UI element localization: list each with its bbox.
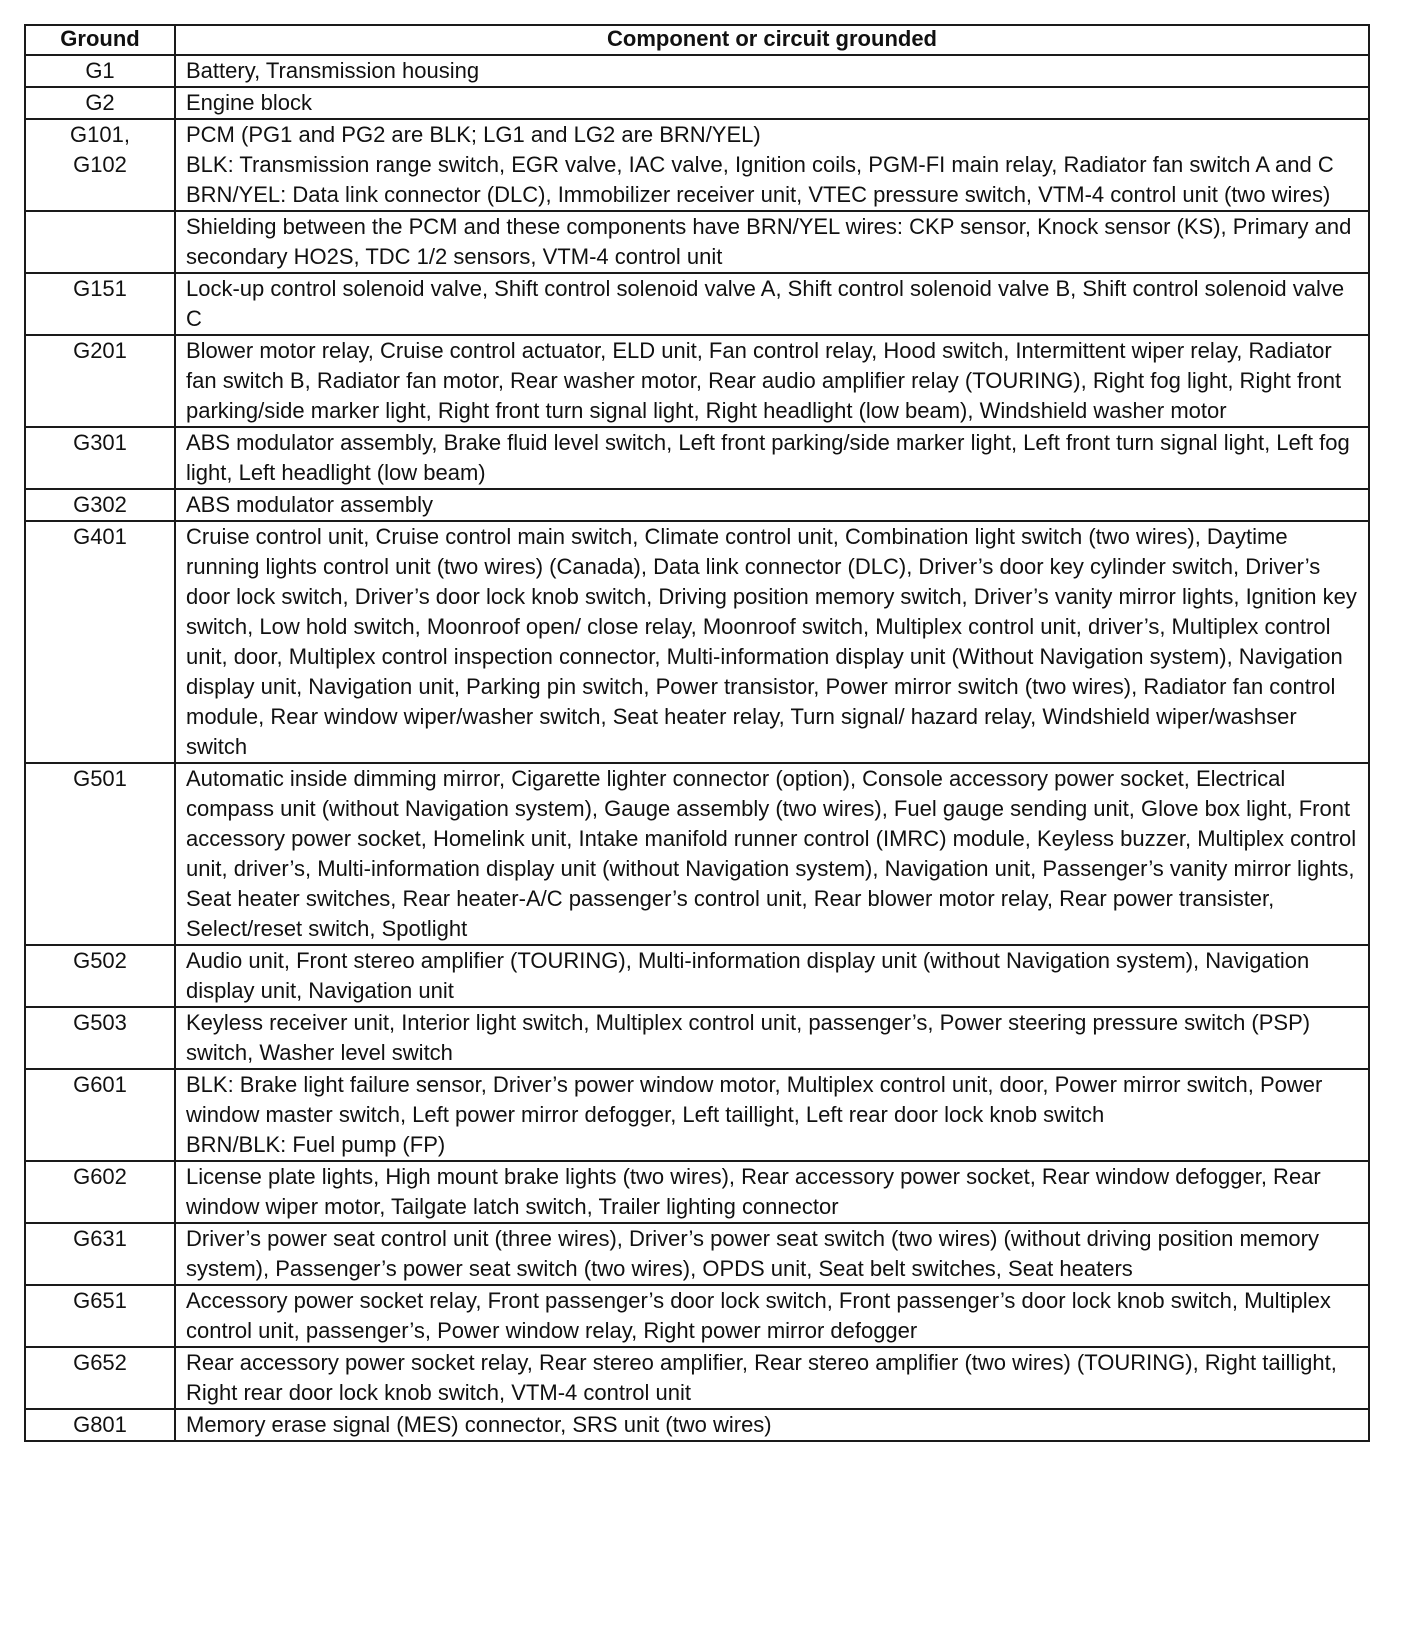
component-text: BLK: Brake light failure sensor, Driver’s power window motor, Multiplex control unit, door, Power mirror switch, Power window master switch, Left power mirror defogger, Left taillight, Left rear door lock knob switch (186, 1072, 1323, 1127)
component-cell (175, 489, 1369, 521)
ground-id: G601 (73, 1072, 127, 1097)
ground-id: G1 (85, 58, 115, 83)
header-ground: Ground (25, 25, 175, 55)
table-row (25, 763, 1369, 945)
ground-id: G301 (73, 430, 127, 455)
ground-id-cell (25, 427, 175, 489)
table-row (25, 1007, 1369, 1069)
table-row (25, 87, 1369, 119)
ground-id: G302 (73, 492, 127, 517)
ground-id-cell (25, 55, 175, 87)
ground-id: G801 (73, 1412, 127, 1437)
component-cell (175, 211, 1369, 273)
component-cell (175, 55, 1369, 87)
component-text: Audio unit, Front stereo amplifier (TOURING), Multi-information display unit (without Navigation system), Navigation display unit, Navigation unit (186, 948, 1310, 1003)
component-cell (175, 273, 1369, 335)
component-cell (175, 119, 1369, 211)
table-row (25, 1347, 1369, 1409)
component-cell (175, 1161, 1369, 1223)
ground-id-cell (25, 273, 175, 335)
ground-id-cell (25, 1069, 175, 1161)
component-text: Keyless receiver unit, Interior light switch, Multiplex control unit, passenger’s, Power steering pressure switch (PSP) switch, Washer level switch (186, 1010, 1311, 1065)
table-row (25, 55, 1369, 87)
ground-id-cell (25, 1347, 175, 1409)
component-cell (175, 427, 1369, 489)
ground-id: G151 (73, 276, 127, 301)
component-text: Automatic inside dimming mirror, Cigarette lighter connector (option), Console accessory power socket, Electrical compass unit (without Navigation system), Gauge assembly (two wires), Fuel gauge sending unit, Glove box light, Front accessory power socket, Homelink unit, Intake manifold runner control (IMRC) module, Keyless buzzer, Multiplex control unit, driver’s, Multi-information display unit (without Navigation system), Navigation unit, Passenger’s vanity mirror lights, Seat heater switches, Rear heater-A/C passenger’s control unit, Rear blower motor relay, Rear power transister, Select/reset switch, Spotlight (186, 766, 1357, 941)
header-row (25, 25, 1369, 55)
table-row (25, 1409, 1369, 1441)
component-cell (175, 945, 1369, 1007)
table-row (25, 1161, 1369, 1223)
ground-id: G502 (73, 948, 127, 973)
component-cell (175, 1409, 1369, 1441)
table-row (25, 521, 1369, 763)
table-row (25, 489, 1369, 521)
ground-id-cell (25, 1007, 175, 1069)
table-row (25, 945, 1369, 1007)
ground-id: G501 (73, 766, 127, 791)
ground-id: G201 (73, 338, 127, 363)
ground-id: G651 (73, 1288, 127, 1313)
component-text: Driver’s power seat control unit (three wires), Driver’s power seat switch (two wires) (without driving position memory system), Passenger’s power seat switch (two wires), OPDS unit, Seat belt switches, Seat heaters (186, 1226, 1319, 1281)
table-body (25, 55, 1369, 1441)
component-text: License plate lights, High mount brake lights (two wires), Rear accessory power socket, Rear window defogger, Rear window wiper motor, Tailgate latch switch, Trailer lighting connector (186, 1164, 1321, 1219)
ground-id-cell (25, 1223, 175, 1285)
component-text: Rear accessory power socket relay, Rear stereo amplifier, Rear stereo amplifier (two wires) (TOURING), Right taillight, Right rear door lock knob switch, VTM-4 control unit (186, 1350, 1337, 1405)
ground-id-cell (25, 335, 175, 427)
ground-id-cell (25, 119, 175, 211)
ground-id: G631 (73, 1226, 127, 1251)
component-cell (175, 521, 1369, 763)
table-row (25, 427, 1369, 489)
ground-id: G602 (73, 1164, 127, 1189)
component-cell (175, 1285, 1369, 1347)
component-text: Cruise control unit, Cruise control main switch, Climate control unit, Combination light switch (two wires), Daytime running lights control unit (two wires) (Canada), Data link connector (DLC), Driver’s door key cylinder switch, Driver’s door lock switch, Driver’s door lock knob switch, Driving position memory switch, Driver’s vanity mirror lights, Ignition key switch, Low hold switch, Moonroof open/ close relay, Moonroof switch, Multiplex control unit, driver’s, Multiplex control unit, door, Multiplex control inspection connector, Multi-information display unit (Without Navigation system), Navigation display unit, Navigation unit, Parking pin switch, Power transistor, Power mirror switch (two wires), Radiator fan control module, Rear window wiper/washer switch, Seat heater relay, Turn signal/ hazard relay, Windshield wiper/washser switch (186, 524, 1357, 759)
component-text: ABS modulator assembly, Brake fluid level switch, Left front parking/side marker light, Left front turn signal light, Left fog light, Left headlight (low beam) (186, 430, 1350, 485)
component-text: Battery, Transmission housing (186, 58, 480, 83)
grounds-table (24, 24, 1370, 1442)
component-text: Memory erase signal (MES) connector, SRS unit (two wires) (186, 1412, 772, 1437)
component-text: Shielding between the PCM and these components have BRN/YEL wires: CKP sensor, Knock sensor (KS), Primary and secondary HO2S, TDC 1/2 sensors, VTM-4 control unit (186, 214, 1352, 269)
ground-id: G652 (73, 1350, 127, 1375)
table-row (25, 211, 1369, 273)
component-text: Lock-up control solenoid valve, Shift control solenoid valve A, Shift control solenoid valve B, Shift control solenoid valve C (186, 276, 1345, 331)
table-row (25, 119, 1369, 211)
ground-id: G101, (70, 122, 130, 147)
ground-id-cell (25, 521, 175, 763)
component-text: BLK: Transmission range switch, EGR valve, IAC valve, Ignition coils, PGM-FI main relay, Radiator fan switch A and C (186, 152, 1334, 177)
table-row (25, 1069, 1369, 1161)
component-cell (175, 1347, 1369, 1409)
component-text: ABS modulator assembly (186, 492, 433, 517)
component-cell (175, 1223, 1369, 1285)
component-text: BRN/BLK: Fuel pump (FP) (186, 1132, 446, 1157)
component-cell (175, 1069, 1369, 1161)
ground-id-cell (25, 1409, 175, 1441)
component-text: Engine block (186, 90, 312, 115)
ground-id-cell (25, 763, 175, 945)
ground-id-cell (25, 211, 175, 273)
table-row (25, 273, 1369, 335)
ground-id: G503 (73, 1010, 127, 1035)
component-text: Accessory power socket relay, Front passenger’s door lock switch, Front passenger’s door lock knob switch, Multiplex control unit, passenger’s, Power window relay, Right power mirror defogger (186, 1288, 1331, 1343)
ground-id-cell (25, 87, 175, 119)
component-cell (175, 763, 1369, 945)
ground-id-secondary: G102 (73, 152, 127, 177)
table-row (25, 1285, 1369, 1347)
component-cell (175, 1007, 1369, 1069)
component-cell (175, 335, 1369, 427)
component-text: BRN/YEL: Data link connector (DLC), Immobilizer receiver unit, VTEC pressure switch, VTM-4 control unit (two wires) (186, 182, 1331, 207)
header-component: Component or circuit grounded (175, 25, 1369, 55)
ground-id-cell (25, 945, 175, 1007)
ground-id-cell (25, 1161, 175, 1223)
component-text: PCM (PG1 and PG2 are BLK; LG1 and LG2 are BRN/YEL) (186, 122, 761, 147)
ground-id: G2 (85, 90, 115, 115)
ground-id-cell (25, 1285, 175, 1347)
table-row (25, 335, 1369, 427)
ground-id: G401 (73, 524, 127, 549)
component-cell (175, 87, 1369, 119)
table-row (25, 1223, 1369, 1285)
ground-id-cell (25, 489, 175, 521)
component-text: Blower motor relay, Cruise control actuator, ELD unit, Fan control relay, Hood switch, Intermittent wiper relay, Radiator fan switch B, Radiator fan motor, Rear washer motor, Rear audio amplifier relay (TOURING), Right fog light, Right front parking/side marker light, Right front turn signal light, Right headlight (low beam), Windshield washer motor (186, 338, 1342, 423)
